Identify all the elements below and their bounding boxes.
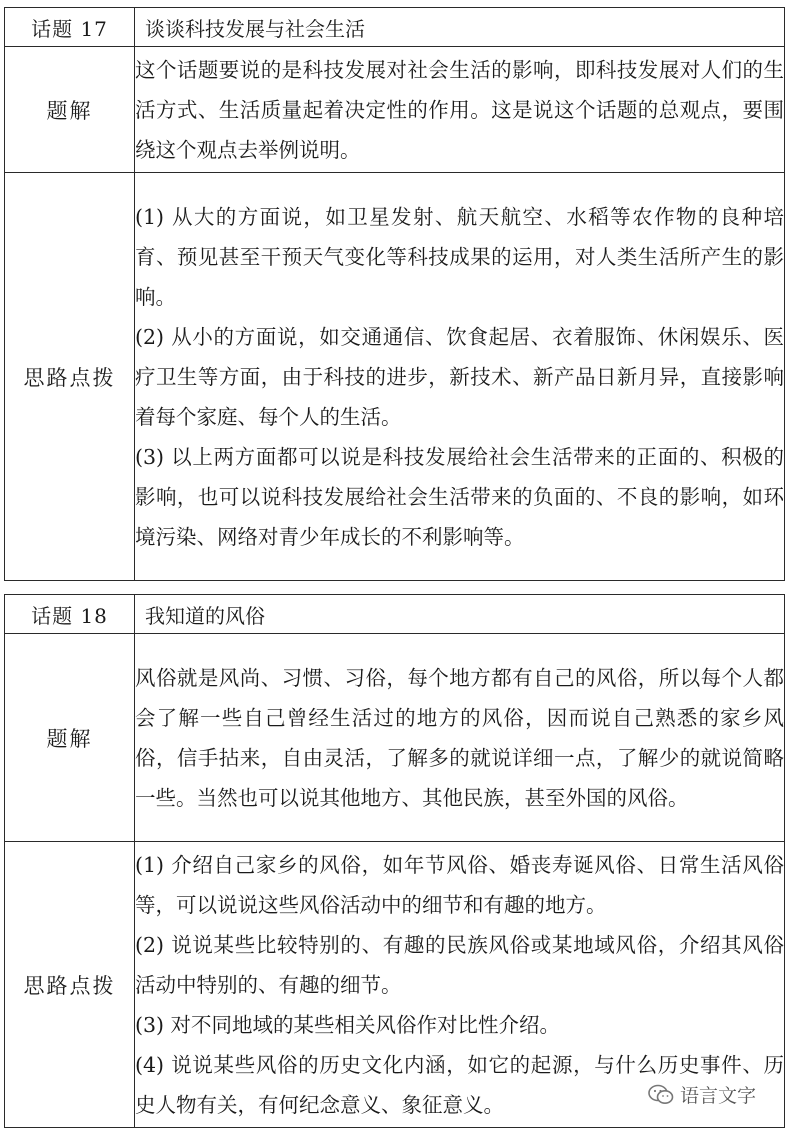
topic-17-table	[4, 7, 785, 581]
topic-17-tip-1: (1) 从大的方面说，如卫星发射、航天航空、水稻等农作物的良种培育、预见甚至干预天气变化等科技成果的运用，对人类生活所产生的影响。	[135, 204, 784, 309]
watermark-text: 语言文字	[679, 1085, 756, 1107]
topic-17-analysis: 这个话题要说的是科技发展对社会生活的影响，即科技发展对人们的生活方式、生活质量起着决定性的作用。这是说这个话题的总观点，要围绕这个观点去举例说明。	[135, 47, 785, 173]
topic-17-label: 话题 17	[5, 8, 135, 47]
topic-17-tip-3: (3) 以上两方面都可以说是科技发展给社会生活带来的正面的、积极的影响，也可以说科技发展给社会生活带来的负面的、不良的影响，如环境污染、网络对青少年成长的不利影响等。	[135, 444, 784, 549]
topic-18-tips-label: 思路点拨	[5, 842, 135, 1128]
topic-17-tips-label: 思路点拨	[5, 173, 135, 581]
topic-17-tips	[135, 173, 785, 581]
topic-18-tip-3: (3) 对不同地域的某些相关风俗作对比性介绍。	[135, 1012, 561, 1037]
topic-18-tip-4: (4) 说说某些风俗的历史文化内涵，如它的起源，与什么历史事件、历史人物有关，有何纪念意义、象征意义。	[135, 1052, 784, 1117]
topic-18-analysis: 风俗就是风尚、习惯、习俗，每个地方都有自己的风俗，所以每个人都会了解一些自己曾经生活过的地方的风俗，因而说自己熟悉的家乡风俗，信手拈来，自由灵活，了解多的就说详细一点，了解少的就说简略一些。当然也可以说其他地方、其他民族，甚至外国的风俗。	[135, 634, 785, 842]
topic-17-title: 谈谈科技发展与社会生活	[135, 8, 785, 47]
topic-18-tip-1: (1) 介绍自己家乡的风俗，如年节风俗、婚丧寿诞风俗、日常生活风俗等，可以说说这些风俗活动中的细节和有趣的地方。	[135, 852, 784, 917]
topic-17-tip-2: (2) 从小的方面说，如交通通信、饮食起居、衣着服饰、休闲娱乐、医疗卫生等方面，由于科技的进步，新技术、新产品日新月异，直接影响着每个家庭、每个人的生活。	[135, 324, 784, 429]
topic-18-table	[4, 594, 785, 1128]
topic-18-title: 我知道的风俗	[135, 595, 785, 634]
watermark	[642, 1079, 762, 1110]
topic-17-analysis-label: 题解	[5, 47, 135, 173]
topic-18-label: 话题 18	[5, 595, 135, 634]
wechat-icon	[648, 1084, 674, 1106]
topic-18-tip-2: (2) 说说某些比较特别的、有趣的民族风俗或某地域风俗，介绍其风俗活动中特别的、有趣的细节。	[135, 932, 784, 997]
topic-18-analysis-label: 题解	[5, 634, 135, 842]
